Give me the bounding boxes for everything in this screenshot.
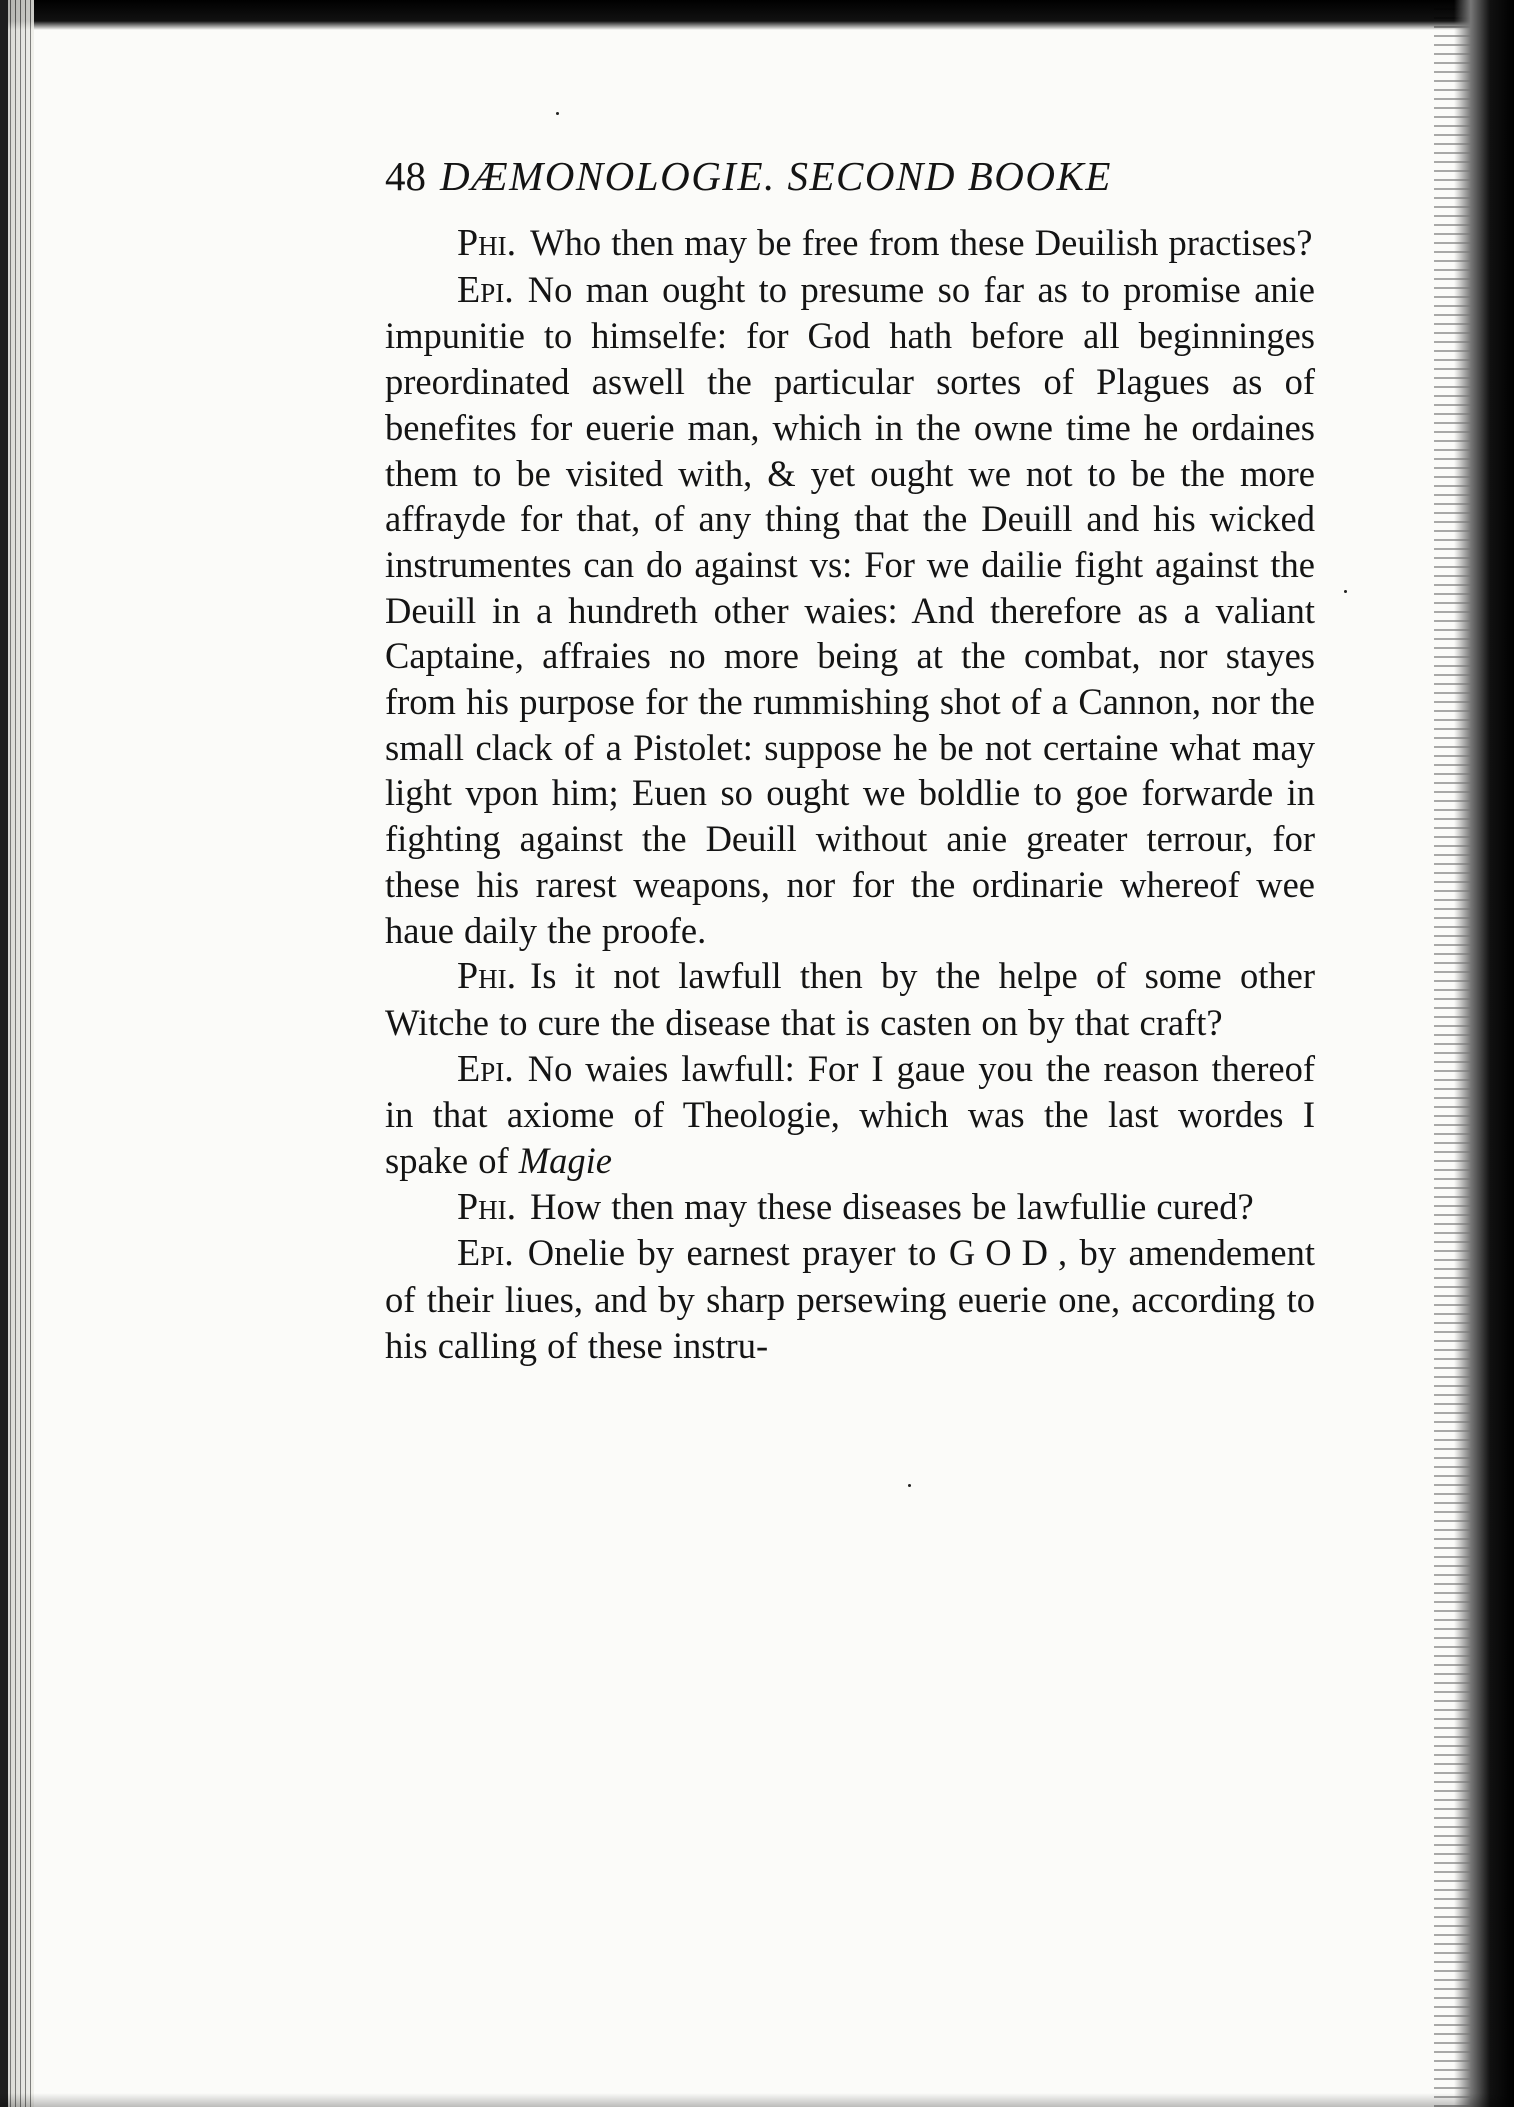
speaker-label: Epi. xyxy=(457,1047,514,1090)
dialogue-paragraph xyxy=(385,220,1315,267)
speaker-label: Epi. xyxy=(457,1232,514,1275)
paragraph-text-continued: , by amendement of their liues, and by sharp persewing euerie one, according to his calling of these instru- xyxy=(385,1232,1316,1366)
speaker-label: Phi. xyxy=(457,955,517,998)
dialogue-paragraph xyxy=(385,267,1315,954)
ink-speck xyxy=(1344,590,1347,593)
dialogue-paragraph xyxy=(385,953,1315,1045)
running-head: DÆMONOLOGIE. SECOND BOOKE xyxy=(440,153,1112,199)
scan-edge-left-shadow xyxy=(0,0,8,2107)
scan-edge-bottom xyxy=(0,2093,1514,2107)
scan-edge-right xyxy=(1454,0,1514,2107)
speaker-label: Epi. xyxy=(457,268,514,311)
paragraph-text: Is it not lawfull then by the helpe of some other Witche to cure the disease that is casten on by that craft? xyxy=(385,955,1315,1043)
speaker-label: Phi. xyxy=(457,1185,517,1228)
scan-edge-top xyxy=(0,0,1514,30)
speaker-label: Phi. xyxy=(457,222,517,264)
italic-term: Magie xyxy=(518,1140,613,1182)
paragraph-text: No man ought to presume so far as to promise anie impunitie to himselfe: for God hath before all beginninges preordinated aswell the particular sortes of Plagues as of benefites for euerie man, which in the owne time he ordaines them to be visited with, & yet ought we not to be the more affrayde for that, of any thing that the Deuill and his wicked instrumentes can do against vs: For we dailie fight against the Deuill in a hundreth other waies: And therefore as a valiant Captaine, affraies no more being at the combat, nor stayes from his purpose for the rummishing shot of a Cannon, nor the small clack of a Pistolet: suppose he be not certaine what may light vpon him; Euen so ought we boldlie to goe forwarde in fighting against the Deuill without anie greater terrour, for these his rarest weapons, nor for the ordinarie whereof wee haue daily the proofe. xyxy=(385,268,1315,951)
paragraph-text: No waies lawfull: For I gaue you the reason thereof in that axiome of Theologie, which was the last wordes I spake of xyxy=(385,1047,1315,1182)
paragraph-text: Who then may be free from these Deuilish practises? xyxy=(530,222,1313,263)
dialogue-paragraph xyxy=(385,1046,1315,1184)
page-number: 48 xyxy=(385,153,426,199)
dialogue-paragraph xyxy=(385,1184,1315,1231)
paragraph-text: How then may these diseases be lawfullie cured? xyxy=(530,1185,1254,1227)
ink-speck xyxy=(908,1484,911,1487)
ink-speck xyxy=(556,112,559,115)
dialogue-paragraph xyxy=(385,1230,1315,1368)
page-header xyxy=(385,152,1315,214)
paragraph-text: Onelie by earnest prayer to xyxy=(527,1232,937,1274)
emphasized-word: GOD xyxy=(948,1232,1058,1274)
page-content xyxy=(385,152,1315,1369)
